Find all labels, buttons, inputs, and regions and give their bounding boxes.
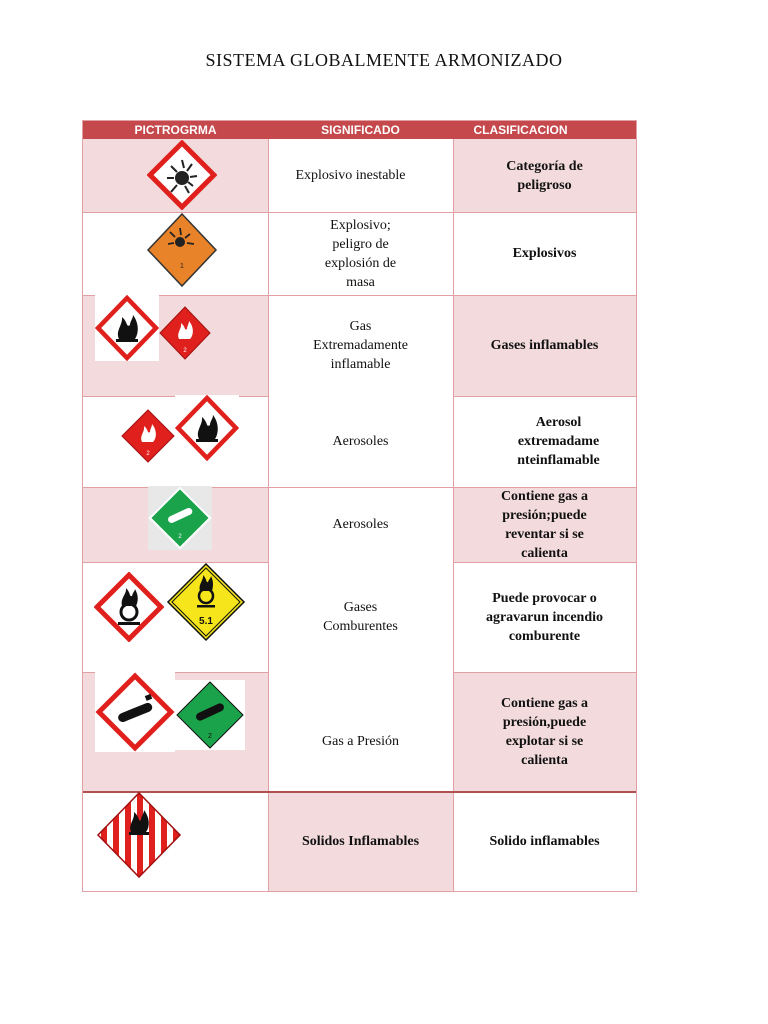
clasificacion-1: Categoría de peligroso bbox=[453, 139, 636, 212]
flammable-solid-striped-diamond-icon bbox=[95, 790, 183, 880]
clasificacion-8: Solido inflamables bbox=[453, 792, 636, 891]
table-header bbox=[83, 121, 636, 139]
flame-red-diamond-icon bbox=[158, 305, 212, 361]
clasificacion-5: Contiene gas a presión;puede reventar si se calienta bbox=[453, 487, 636, 562]
clasificacion-2: Explosivos bbox=[453, 212, 636, 295]
explosive-orange-diamond-icon bbox=[146, 210, 218, 290]
significado-6: Gases Comburentes bbox=[268, 562, 453, 672]
row-divider bbox=[453, 672, 636, 673]
significado-8: Solidos Inflamables bbox=[268, 792, 453, 891]
header-pictograma: PICTROGRMA bbox=[134, 123, 217, 137]
column-divider bbox=[453, 139, 454, 891]
row-divider bbox=[83, 295, 636, 296]
svg-text:2: 2 bbox=[208, 733, 212, 740]
svg-text:2: 2 bbox=[183, 348, 187, 354]
significado-3: Gas Extremadamente inflamable bbox=[268, 295, 453, 396]
flame-ghs-icon bbox=[95, 295, 159, 361]
page-title: SISTEMA GLOBALMENTE ARMONIZADO bbox=[205, 50, 563, 70]
svg-text:2: 2 bbox=[178, 534, 182, 540]
significado-7: Gas a Presión bbox=[268, 672, 453, 792]
svg-text:2: 2 bbox=[146, 451, 150, 457]
svg-text:5.1: 5.1 bbox=[199, 616, 213, 627]
clasificacion-7: Contiene gas a presión,puede explotar si se calienta bbox=[453, 672, 636, 792]
gas-cylinder-green-diamond-icon bbox=[175, 680, 245, 750]
header-clasificacion: CLASIFICACION bbox=[473, 123, 568, 137]
significado-1: Explosivo inestable bbox=[268, 139, 453, 212]
oxidizer-ghs-icon bbox=[94, 572, 164, 642]
gas-cylinder-ghs-icon bbox=[95, 672, 175, 752]
header-significado: SIGNIFICADO bbox=[321, 123, 400, 137]
row-divider bbox=[453, 396, 636, 397]
significado-5: Aerosoles bbox=[268, 487, 453, 562]
significado-2: Explosivo; peligro de explosión de masa bbox=[268, 212, 453, 295]
column-divider bbox=[268, 139, 269, 891]
clasificacion-3: Gases inflamables bbox=[453, 295, 636, 396]
gas-cylinder-green-diamond-icon bbox=[148, 486, 212, 550]
clasificacion-6: Puede provocar o agravarun incendio comburente bbox=[453, 562, 636, 672]
oxidizer-yellow-diamond-icon bbox=[166, 562, 246, 642]
flame-red-diamond-icon bbox=[120, 408, 176, 464]
clasificacion-4: Aerosol extremadame nteinflamable bbox=[453, 396, 636, 487]
flame-ghs-icon bbox=[175, 395, 239, 461]
svg-text:1: 1 bbox=[180, 263, 184, 270]
exploding-bomb-ghs-icon bbox=[147, 140, 217, 210]
row-divider bbox=[453, 562, 636, 563]
significado-4: Aerosoles bbox=[268, 396, 453, 487]
